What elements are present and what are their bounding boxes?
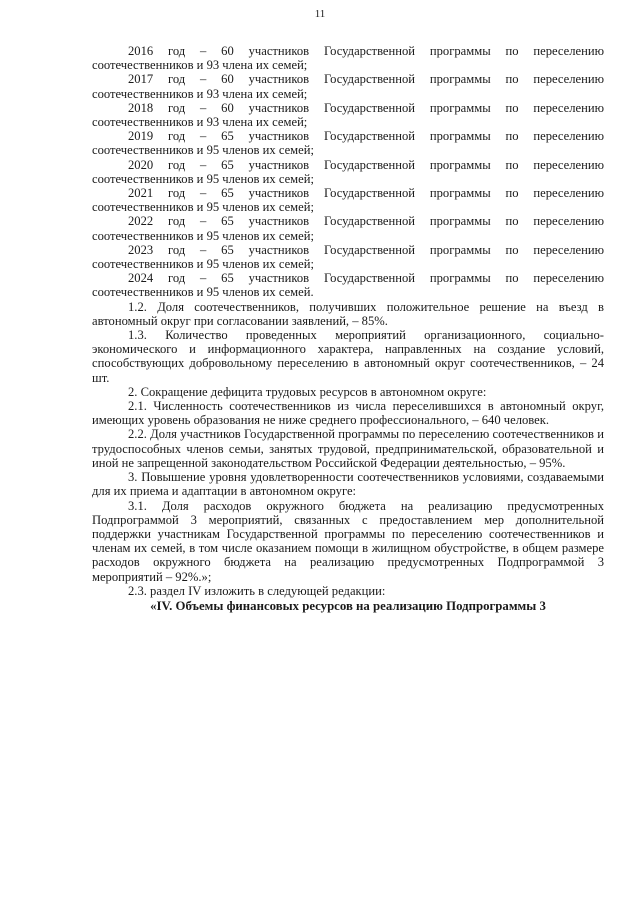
paragraph-1-2: 1.2. Доля соотечественников, получивших положительное решение на въезд в автономный округ при согласовании заявлений, – 85%. bbox=[92, 299, 604, 328]
paragraph-2020: 2020 год – 65 участников Государственной программы по переселению соотечественников и 95 членов их семей; bbox=[92, 157, 604, 186]
document-body bbox=[92, 44, 604, 613]
paragraph-3-1: 3.1. Доля расходов окружного бюджета на реализацию предусмотренных Подпрограммой 3 мероприятий, связанных с предоставлением мер дополнительной поддержки участникам Государственной программы по переселению соотечественников и членам их семей, в том числе оказанием помощи в жилищном обустройстве, в общем размере расходов окружного бюджета на реализацию предусмотренных Подпрограммой 3 мероприятий – 92%.»; bbox=[92, 498, 604, 584]
paragraph-2021: 2021 год – 65 участников Государственной программы по переселению соотечественников и 95 членов их семей; bbox=[92, 186, 604, 215]
paragraph-2018: 2018 год – 60 участников Государственной программы по переселению соотечественников и 93 члена их семей; bbox=[92, 100, 604, 130]
paragraph-2016: 2016 год – 60 участников Государственной программы по переселению соотечественников и 93 члена их семей; bbox=[92, 44, 604, 73]
paragraph-3: 3. Повышение уровня удовлетворенности соотечественников условиями, создаваемыми для их приема и адаптации в автономном округе: bbox=[92, 470, 604, 499]
section-heading: «IV. Объемы финансовых ресурсов на реализацию Подпрограммы 3 bbox=[150, 598, 546, 613]
paragraph-2-3: 2.3. раздел IV изложить в следующей редакции: bbox=[128, 583, 386, 598]
paragraph-2-1: 2.1. Численность соотечественников из числа переселившихся в автономный округ, имеющих уровень образования не ниже среднего профессионального, – 640 человек. bbox=[92, 399, 604, 428]
paragraph-2019: 2019 год – 65 участников Государственной программы по переселению соотечественников и 95 членов их семей; bbox=[92, 129, 604, 158]
page-number: 11 bbox=[314, 8, 326, 20]
paragraph-2022: 2022 год – 65 участников Государственной программы по переселению соотечественников и 95 членов их семей; bbox=[92, 214, 604, 243]
paragraph-2-2: 2.2. Доля участников Государственной программы по переселению соотечественников и трудоспособных членов семьи, занятых трудовой, предпринимательской, образовательной и иной не запрещенной законодательством Российской Федерации деятельностью, – 95%. bbox=[92, 427, 604, 470]
paragraph-2023: 2023 год – 65 участников Государственной программы по переселению соотечественников и 95 членов их семей; bbox=[92, 242, 604, 272]
paragraph-2017: 2017 год – 60 участников Государственной программы по переселению соотечественников и 93 члена их семей; bbox=[92, 72, 604, 101]
paragraph-2: 2. Сокращение дефицита трудовых ресурсов в автономном округе: bbox=[128, 384, 487, 399]
paragraph-1-3: 1.3. Количество проведенных мероприятий организационного, социально-экономического и информационного характера, направленных на создание условий, способствующих добровольному переселению в автономный округ соотечественников, – 24 шт. bbox=[92, 328, 604, 385]
paragraph-2024: 2024 год – 65 участников Государственной программы по переселению соотечественников и 95 членов их семей. bbox=[92, 271, 604, 300]
